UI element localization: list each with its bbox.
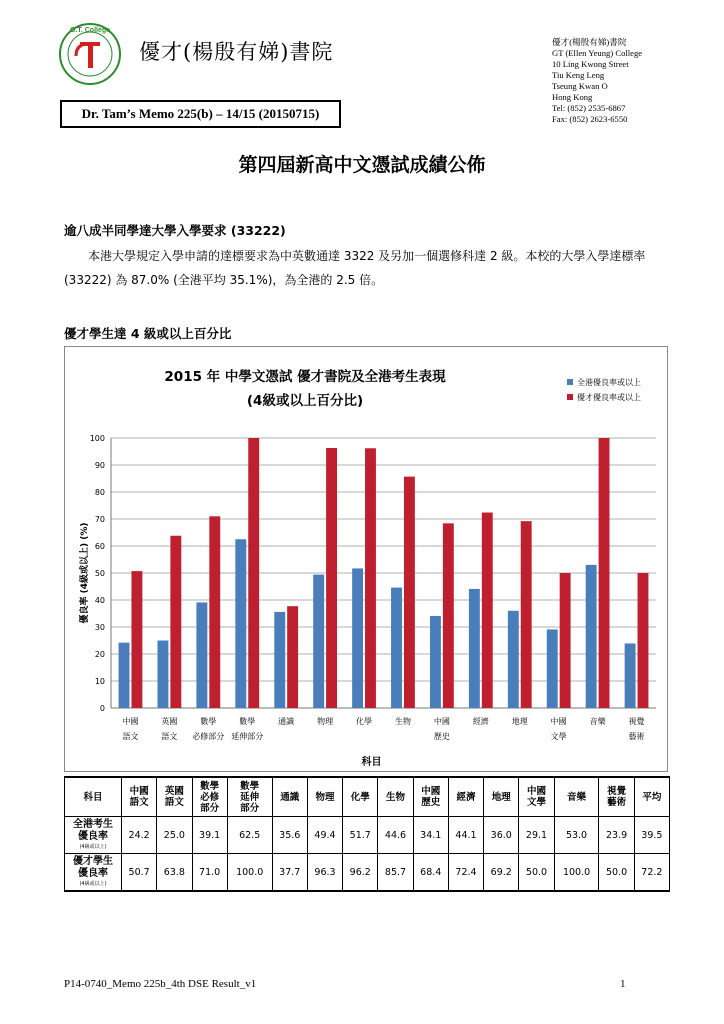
x-tick-label: 視覺 (628, 717, 645, 726)
chart-subtitle: (4級或以上百分比) (246, 393, 364, 409)
table-cell: 39.5 (634, 817, 669, 854)
legend-label: 全港優良率或以上 (577, 378, 641, 387)
table-column-header: 地理 (484, 777, 519, 817)
bar (560, 573, 571, 708)
x-tick-label: 化學 (356, 717, 373, 726)
x-tick-label: 英國 (161, 717, 178, 726)
bar (443, 523, 454, 708)
bar (391, 588, 402, 708)
table-column-header: 平均 (634, 777, 669, 817)
table-cell: 72.2 (634, 854, 669, 892)
table-column-header: 物理 (307, 777, 342, 817)
table-row (65, 854, 670, 892)
table-column-header: 英國 語文 (157, 777, 192, 817)
table-cell: 71.0 (192, 854, 227, 892)
footer-filename: P14-0740_Memo 225b_4th DSE Result_v1 (64, 978, 257, 990)
bar (119, 643, 130, 708)
table-cell: 44.6 (378, 817, 413, 854)
x-tick-label: 生物 (394, 717, 411, 726)
table-cell: 69.2 (484, 854, 519, 892)
results-table (64, 776, 670, 892)
school-logo (58, 22, 122, 86)
table-cell: 37.7 (272, 854, 307, 892)
table-cell: 53.0 (554, 817, 599, 854)
x-tick-label: 語文 (161, 732, 178, 741)
page-title: 第四屆新高中文憑試成績公佈 (238, 154, 486, 176)
table-column-header: 生物 (378, 777, 413, 817)
bar (157, 641, 168, 709)
logo-text: G.T. College (69, 27, 111, 34)
section-heading: 優才學生達 4 級或以上百分比 (64, 326, 232, 341)
bar (482, 513, 493, 708)
row-label: 全港考生 優良率 (73, 819, 113, 842)
table-cell: 34.1 (413, 817, 448, 854)
table-corner-header: 科目 (65, 777, 122, 817)
table-cell: 44.1 (448, 817, 483, 854)
footer-page-number: 1 (620, 978, 626, 990)
y-tick-label: 100 (89, 434, 105, 443)
table-cell: 29.1 (519, 817, 554, 854)
address-line: Tiu Keng Leng (552, 70, 605, 80)
table-cell: 51.7 (343, 817, 378, 854)
table-cell: 50.0 (519, 854, 554, 892)
address-line: Tel: (852) 2535-6867 (552, 103, 626, 113)
section-heading: 逾八成半同學達大學入學要求 (33222) (64, 223, 286, 238)
school-name-cn: 優才(楊殷有娣)書院 (139, 40, 334, 64)
table-column-header: 數學 必修 部分 (192, 777, 227, 817)
y-tick-label: 30 (94, 623, 105, 632)
y-tick-label: 90 (94, 461, 105, 470)
table-column-header: 中國 歷史 (413, 777, 448, 817)
table-cell: 50.7 (122, 854, 157, 892)
x-tick-label: 物理 (317, 717, 334, 726)
table-cell: 62.5 (227, 817, 272, 854)
table-row-header (65, 817, 122, 854)
table-column-header: 中國 語文 (122, 777, 157, 817)
address-line: 10 Ling Kwong Street (552, 59, 629, 69)
x-tick-label: 中國 (433, 717, 450, 726)
bar (586, 565, 597, 708)
bar-chart (65, 347, 667, 771)
bar (170, 536, 181, 708)
bar (274, 612, 285, 708)
table-cell: 36.0 (484, 817, 519, 854)
x-tick-label: 數學 (239, 717, 256, 726)
bar (508, 611, 519, 708)
y-tick-label: 50 (94, 569, 105, 578)
x-tick-label: 音樂 (589, 717, 606, 726)
bar (625, 643, 636, 708)
bar (235, 539, 246, 708)
table-cell: 49.4 (307, 817, 342, 854)
table-column-header: 數學 延伸 部分 (227, 777, 272, 817)
table-column-header: 視覺 藝術 (599, 777, 634, 817)
legend-label: 優才優良率或以上 (577, 393, 641, 402)
table-cell: 63.8 (157, 854, 192, 892)
section-paragraph: 本港大學規定入學申請的達標要求為中英數通達 3322 及另加一個選修科達 2 級。本校的大學入學達標率 (33222) 為 87.0% (全港平均 35.1%)，為全港的 2.5 倍。 (64, 249, 646, 287)
y-axis-label: 優良率 (4級或以上) (%) (80, 522, 90, 624)
table-cell: 85.7 (378, 854, 413, 892)
bar (547, 629, 558, 708)
table-cell: 35.6 (272, 817, 307, 854)
table-cell: 96.3 (307, 854, 342, 892)
address-line: Fax: (852) 2623-6550 (552, 114, 628, 124)
legend-swatch (567, 379, 573, 385)
x-tick-label: 經濟 (472, 717, 489, 726)
table-cell: 68.4 (413, 854, 448, 892)
x-tick-label: 延伸部分 (231, 732, 264, 741)
x-tick-label: 歷史 (433, 732, 450, 741)
x-tick-label: 地理 (511, 717, 528, 726)
table-row (65, 817, 670, 854)
table-column-header: 通識 (272, 777, 307, 817)
bar (131, 571, 142, 708)
memo-reference: Dr. Tam’s Memo 225(b) – 14/15 (20150715) (60, 100, 341, 128)
x-tick-label: 語文 (122, 732, 139, 741)
table-column-header: 化學 (343, 777, 378, 817)
x-tick-label: 數學 (200, 717, 217, 726)
table-cell: 100.0 (554, 854, 599, 892)
table-cell: 25.0 (157, 817, 192, 854)
address-line: GT (Ellen Yeung) College (552, 48, 643, 58)
bar (248, 438, 259, 708)
bar (196, 602, 207, 708)
address-line: 優才(楊殷有娣)書院 (552, 37, 627, 47)
x-tick-label: 文學 (550, 732, 567, 741)
table-column-header: 經濟 (448, 777, 483, 817)
table-cell: 23.9 (599, 817, 634, 854)
bar (469, 589, 480, 708)
y-tick-label: 40 (94, 596, 105, 605)
x-tick-label: 中國 (122, 717, 139, 726)
bar (599, 438, 610, 708)
y-tick-label: 10 (94, 677, 105, 686)
bar (521, 521, 532, 708)
table-header-row (65, 777, 670, 817)
x-tick-label: 中國 (550, 717, 567, 726)
address-line: Tseung Kwan O (552, 81, 608, 91)
x-tick-label: 通識 (278, 717, 295, 726)
row-note: (4級或以上) (79, 844, 107, 850)
bar (313, 575, 324, 708)
bar (287, 606, 298, 708)
x-axis-label: 科目 (361, 757, 382, 768)
x-tick-label: 必修部分 (192, 732, 225, 741)
row-note: (4級或以上) (79, 881, 107, 887)
chart-title: 2015 年 中學文憑試 優才書院及全港考生表現 (164, 369, 446, 385)
table-row-header (65, 854, 122, 892)
bar (638, 573, 649, 708)
legend-swatch (567, 394, 573, 400)
table-cell: 39.1 (192, 817, 227, 854)
table-cell: 50.0 (599, 854, 634, 892)
row-label: 優才學生 優良率 (73, 856, 113, 879)
y-tick-label: 20 (94, 650, 105, 659)
x-tick-label: 藝術 (628, 732, 645, 741)
table-cell: 100.0 (227, 854, 272, 892)
y-tick-label: 70 (94, 515, 105, 524)
school-address (552, 37, 642, 125)
table-column-header: 中國 文學 (519, 777, 554, 817)
address-line: Hong Kong (552, 92, 593, 102)
bar (326, 448, 337, 708)
table-cell: 72.4 (448, 854, 483, 892)
bar (209, 516, 220, 708)
chart-frame (64, 346, 668, 772)
bar (365, 448, 376, 708)
y-tick-label: 0 (99, 704, 105, 713)
bar (404, 477, 415, 708)
y-tick-label: 80 (94, 488, 105, 497)
bar (430, 616, 441, 708)
y-tick-label: 60 (94, 542, 105, 551)
table-cell: 96.2 (343, 854, 378, 892)
table-cell: 24.2 (122, 817, 157, 854)
bar (352, 568, 363, 708)
table-column-header: 音樂 (554, 777, 599, 817)
